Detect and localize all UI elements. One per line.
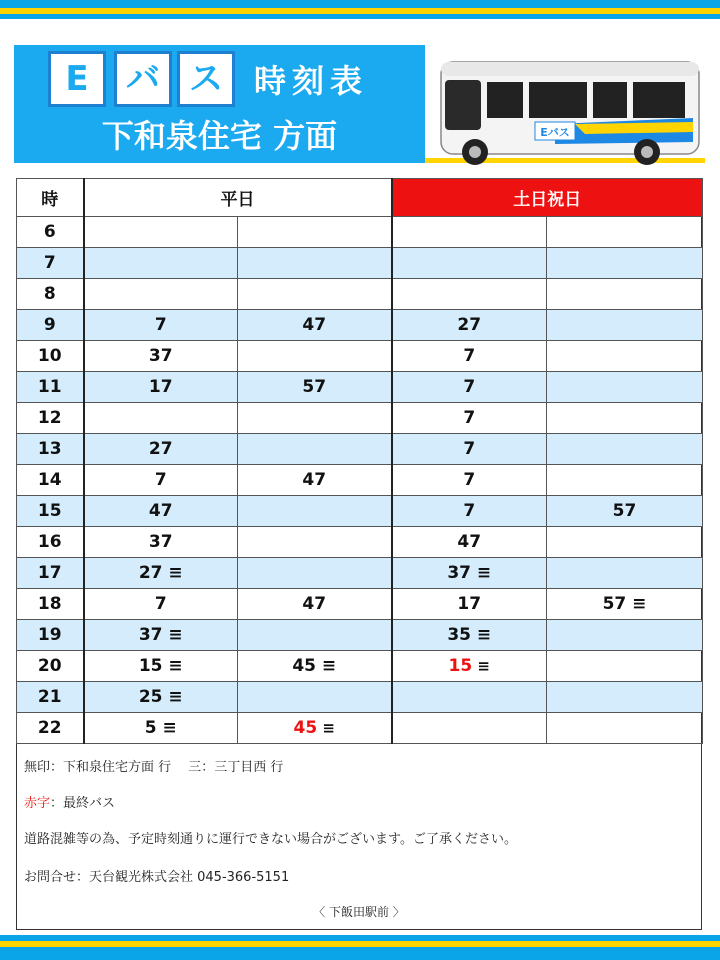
svg-text:Eバス: Eバス bbox=[540, 126, 570, 139]
holiday-cell bbox=[547, 713, 703, 744]
weekday-cell: 47 bbox=[238, 465, 392, 496]
table-row bbox=[17, 620, 703, 651]
weekday-cell: 25 ≡ bbox=[84, 682, 238, 713]
weekday-cell: 15 ≡ bbox=[84, 651, 238, 682]
weekday-cell bbox=[84, 403, 238, 434]
weekday-cell: 7 bbox=[84, 465, 238, 496]
weekday-cell bbox=[238, 682, 392, 713]
holiday-cell: 7 bbox=[392, 496, 547, 527]
holiday-cell bbox=[547, 527, 703, 558]
table-row bbox=[17, 279, 703, 310]
table-row bbox=[17, 589, 703, 620]
last-bus-time: 45 bbox=[293, 718, 318, 738]
holiday-cell bbox=[547, 310, 703, 341]
table-row bbox=[17, 434, 703, 465]
timetable bbox=[16, 178, 703, 744]
table-row bbox=[17, 217, 703, 248]
weekday-cell: 37 bbox=[84, 341, 238, 372]
weekday-cell: 57 bbox=[238, 372, 392, 403]
weekday-cell: 37 bbox=[84, 527, 238, 558]
weekday-cell bbox=[238, 558, 392, 589]
bus-illustration bbox=[435, 52, 705, 170]
weekday-cell bbox=[238, 279, 392, 310]
route-mark: ≡ bbox=[472, 657, 490, 675]
title-panel bbox=[14, 45, 425, 163]
holiday-cell bbox=[547, 248, 703, 279]
weekday-cell bbox=[238, 496, 392, 527]
hour-cell: 15 bbox=[17, 496, 84, 527]
last-bus-label: ：最終バス bbox=[50, 796, 116, 811]
destination-title: 下和泉住宅 方面 bbox=[101, 117, 338, 155]
holiday-cell bbox=[547, 434, 703, 465]
header-weekday: 平日 bbox=[84, 179, 392, 217]
holiday-cell bbox=[392, 713, 547, 744]
weekday-cell bbox=[238, 217, 392, 248]
hour-cell: 20 bbox=[17, 651, 84, 682]
holiday-cell bbox=[547, 279, 703, 310]
table-row bbox=[17, 713, 703, 744]
hour-cell: 11 bbox=[17, 372, 84, 403]
table-row bbox=[17, 496, 703, 527]
holiday-cell: 27 bbox=[392, 310, 547, 341]
header-hour: 時 bbox=[17, 179, 84, 217]
weekday-cell bbox=[238, 434, 392, 465]
holiday-cell: 37 ≡ bbox=[392, 558, 547, 589]
holiday-cell bbox=[547, 682, 703, 713]
hour-cell: 14 bbox=[17, 465, 84, 496]
hour-cell: 7 bbox=[17, 248, 84, 279]
holiday-cell: 7 bbox=[392, 372, 547, 403]
logo-letter-e: E bbox=[48, 51, 106, 107]
holiday-cell bbox=[392, 682, 547, 713]
hour-cell: 17 bbox=[17, 558, 84, 589]
holiday-cell: 47 bbox=[392, 527, 547, 558]
weekday-cell: 37 ≡ bbox=[84, 620, 238, 651]
holiday-cell bbox=[547, 403, 703, 434]
weekday-cell-last-bus bbox=[238, 713, 392, 744]
last-bus-red-label: 赤字 bbox=[24, 796, 51, 811]
holiday-cell bbox=[392, 217, 547, 248]
table-row bbox=[17, 651, 703, 682]
holiday-cell: 7 bbox=[392, 434, 547, 465]
weekday-cell: 47 bbox=[238, 589, 392, 620]
top-stripe-blue-2 bbox=[0, 14, 720, 19]
holiday-cell bbox=[547, 217, 703, 248]
logo-letter-ba: バ bbox=[114, 51, 172, 107]
holiday-cell bbox=[547, 372, 703, 403]
hour-cell: 22 bbox=[17, 713, 84, 744]
last-bus-note bbox=[24, 792, 115, 811]
route-mark: ≡ bbox=[317, 719, 335, 737]
weekday-cell: 7 bbox=[84, 310, 238, 341]
page-title: 時刻表 bbox=[254, 62, 369, 100]
weekday-cell bbox=[238, 341, 392, 372]
table-row bbox=[17, 248, 703, 279]
table-row bbox=[17, 403, 703, 434]
holiday-cell: 7 bbox=[392, 403, 547, 434]
holiday-cell bbox=[547, 651, 703, 682]
hour-cell: 21 bbox=[17, 682, 84, 713]
hour-cell: 19 bbox=[17, 620, 84, 651]
bus-stop-name: 〈 下飯田駅前 〉 bbox=[313, 905, 405, 919]
table-row bbox=[17, 372, 703, 403]
weekday-cell: 7 bbox=[84, 589, 238, 620]
holiday-cell bbox=[392, 248, 547, 279]
table-row bbox=[17, 465, 703, 496]
holiday-cell: 57 ≡ bbox=[547, 589, 703, 620]
weekday-cell bbox=[238, 620, 392, 651]
legend-note: 無印：下和泉住宅方面 行 三：三丁目西 行 bbox=[24, 760, 284, 775]
weekday-cell bbox=[84, 217, 238, 248]
logo-letter-su: ス bbox=[177, 51, 235, 107]
table-row bbox=[17, 558, 703, 589]
hour-cell: 12 bbox=[17, 403, 84, 434]
holiday-cell bbox=[547, 620, 703, 651]
weekday-cell: 17 bbox=[84, 372, 238, 403]
holiday-cell bbox=[392, 279, 547, 310]
weekday-cell: 45 ≡ bbox=[238, 651, 392, 682]
hour-cell: 13 bbox=[17, 434, 84, 465]
weekday-cell: 47 bbox=[238, 310, 392, 341]
hour-cell: 8 bbox=[17, 279, 84, 310]
holiday-cell: 7 bbox=[392, 465, 547, 496]
holiday-cell: 17 bbox=[392, 589, 547, 620]
weekday-cell: 5 ≡ bbox=[84, 713, 238, 744]
top-stripe-blue bbox=[0, 0, 720, 8]
delay-note: 道路混雑等の為、予定時刻通りに運行できない場合がございます。ご了承ください。 bbox=[24, 832, 517, 847]
weekday-cell: 27 ≡ bbox=[84, 558, 238, 589]
holiday-cell-last-bus bbox=[392, 651, 547, 682]
bottom-stripe-blue-2 bbox=[0, 947, 720, 960]
holiday-cell bbox=[547, 465, 703, 496]
table-row bbox=[17, 310, 703, 341]
table-header-row bbox=[17, 179, 703, 217]
hour-cell: 6 bbox=[17, 217, 84, 248]
weekday-cell bbox=[238, 248, 392, 279]
header-holiday: 土日祝日 bbox=[392, 179, 703, 217]
weekday-cell bbox=[84, 248, 238, 279]
holiday-cell: 7 bbox=[392, 341, 547, 372]
weekday-cell: 47 bbox=[84, 496, 238, 527]
hour-cell: 10 bbox=[17, 341, 84, 372]
hour-cell: 18 bbox=[17, 589, 84, 620]
weekday-cell bbox=[84, 279, 238, 310]
holiday-cell bbox=[547, 558, 703, 589]
contact-note: お問合せ：天台観光株式会社 045-366-5151 bbox=[24, 870, 290, 885]
weekday-cell bbox=[238, 403, 392, 434]
hour-cell: 16 bbox=[17, 527, 84, 558]
holiday-cell bbox=[547, 341, 703, 372]
table-row bbox=[17, 682, 703, 713]
last-bus-time: 15 bbox=[448, 656, 473, 676]
weekday-cell bbox=[238, 527, 392, 558]
table-row bbox=[17, 527, 703, 558]
holiday-cell: 57 bbox=[547, 496, 703, 527]
hour-cell: 9 bbox=[17, 310, 84, 341]
table-row bbox=[17, 341, 703, 372]
holiday-cell: 35 ≡ bbox=[392, 620, 547, 651]
weekday-cell: 27 bbox=[84, 434, 238, 465]
